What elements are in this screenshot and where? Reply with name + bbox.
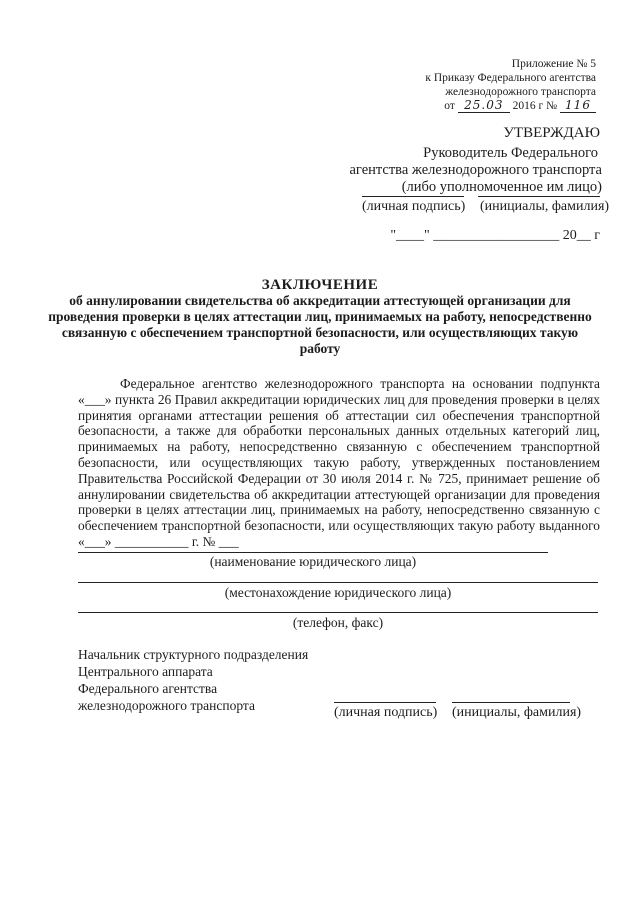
appendix-line-1: к Приказу Федерального агентства (425, 72, 596, 84)
location-caption: (местонахождение юридического лица) (224, 585, 452, 600)
signatory-line-1: Начальник структурного подразделения (78, 647, 309, 662)
approval-line-3: (либо уполномоченное им лицо) (401, 179, 602, 195)
document-title: ЗАКЛЮЧЕНИЕ (261, 277, 379, 293)
approval-name-caption: (инициалы, фамилия) (480, 199, 610, 214)
approval-title: УТВЕРЖДАЮ (503, 125, 600, 141)
appendix-line-2: железнодорожного транспорта (445, 86, 596, 98)
signatory-signature-line (334, 702, 436, 703)
appendix-date-prefix: от (444, 100, 455, 112)
signatory-signature-caption: (личная подпись) (334, 705, 438, 720)
approval-line-1: Руководитель Федерального (423, 145, 598, 161)
body-paragraph: Федеральное агентство железнодорожного транспорта на основании подпункта «___» пункта 26 Правил аккредитации юридических лиц для проведения проверки в целях принятия органами аттестации решения об аттестации сил обеспечения транспортной безопасности, а также для обработки персональных данных отдельных категорий лиц, принимаемых на работу, непосредственно связанную с обеспечением транспортной безопасности, или осуществляющих такую работу, утвержденных постановлением Правительства Российской Федерации от 30 июля 2014 г. № 725, принимает решение об аннулировании свидетельства об аккредитации аттестующей организации для проведения проверки в целях аттестации лиц, принимаемых на работу, непосредственно связанную с обеспечением транспортной безопасности, или осуществляющих такую работу выданного «___» ___________ г. № ___ (78, 376, 600, 549)
document-subtitle: об аннулировании свидетельства об аккредитации аттестующей организации для проведения проверки в целях аттестации лиц, принимаемых на работу, непосредственно связанную с обеспечением транспортной безопасности, или осуществляющих такую работу (48, 293, 592, 356)
appendix-date-handwritten: 25.03 (458, 98, 510, 113)
approval-line-2: агентства железнодорожного транспорта (349, 162, 602, 178)
signatory-line-2: Центрального аппарата (78, 664, 213, 679)
document-body (78, 376, 600, 550)
appendix-number: Приложение № 5 (511, 58, 596, 70)
signatory-name-line (452, 702, 570, 703)
signatory-line-4: железнодорожного транспорта (78, 698, 255, 713)
legal-entity-name-caption: (наименование юридического лица) (209, 554, 417, 569)
approval-name-line (478, 196, 600, 197)
appendix-number-handwritten: 116 (560, 98, 596, 113)
appendix-year: 2016 г (512, 100, 544, 112)
phone-fax-line (78, 612, 598, 613)
approval-signature-line (362, 196, 464, 197)
approval-date-line: "____" __________________ 20__ г (390, 228, 600, 243)
approval-signature-caption: (личная подпись) (362, 199, 466, 214)
phone-fax-caption: (телефон, факс) (292, 615, 384, 630)
signatory-line-3: Федерального агентства (78, 681, 218, 696)
appendix-date-line (444, 98, 596, 113)
legal-entity-name-line (78, 552, 548, 553)
location-line (78, 582, 598, 583)
appendix-number-prefix: № (546, 100, 558, 112)
signatory-name-caption: (инициалы, фамилия) (452, 705, 582, 720)
